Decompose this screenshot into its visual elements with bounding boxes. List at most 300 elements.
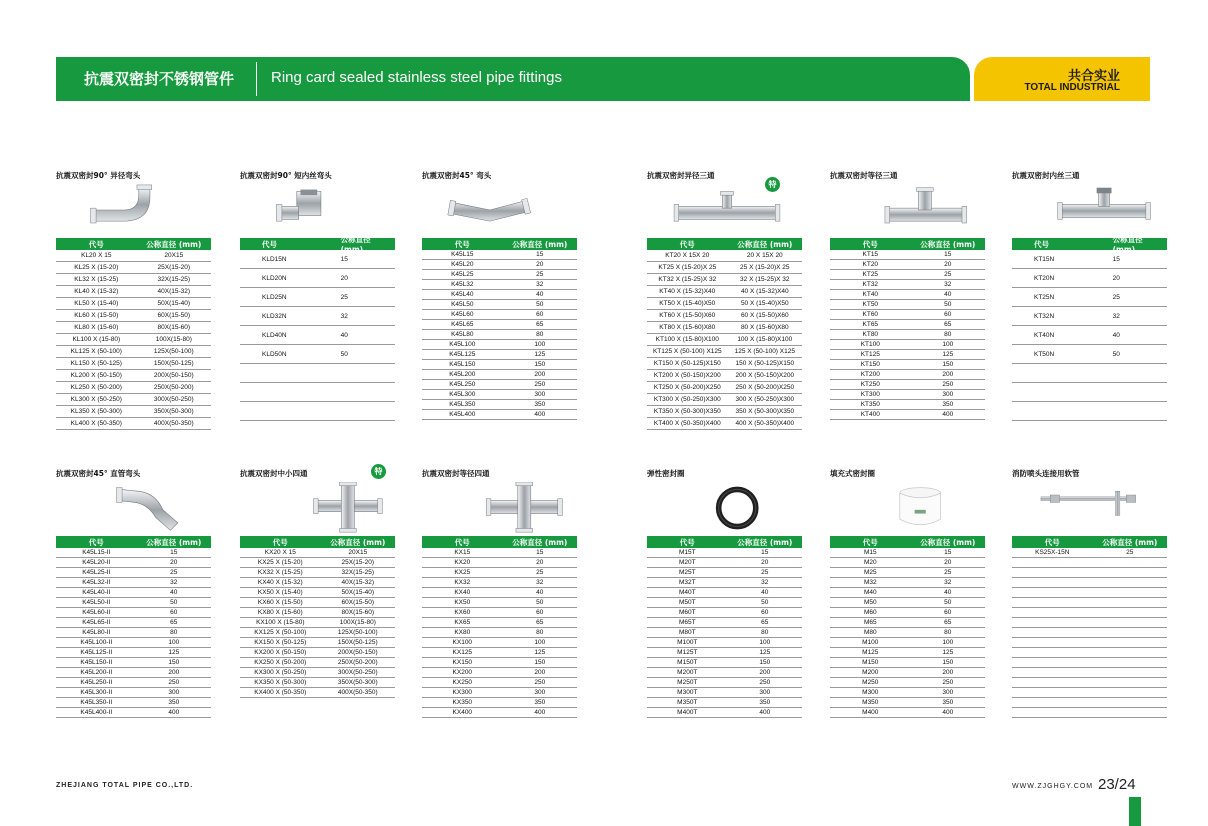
cell-code: K45L20-II [82, 559, 111, 566]
cell-code: M65T [678, 619, 696, 626]
product-title: 抗震双密封90° 异径弯头 [56, 171, 141, 180]
cell-diameter: 125 [759, 649, 771, 656]
table-row [1012, 618, 1167, 628]
cell-code: KL40 X (15-32) [74, 288, 119, 295]
cell-code: KL300 X (50-250) [70, 396, 122, 403]
table-row [647, 322, 802, 334]
table-row [422, 280, 577, 290]
product-title: 抗震双密封45° 弯头 [422, 171, 492, 180]
cell-code: K45L15-II [82, 549, 111, 556]
cell-code: K45L32-II [82, 579, 111, 586]
table-row [647, 568, 802, 578]
cell-code: KX65 [454, 619, 471, 626]
cell-diameter: 400X(50-350) [337, 689, 378, 696]
cell-diameter: 40 [536, 589, 544, 596]
cell-diameter: 20 [170, 559, 178, 566]
cell-diameter: 50 [340, 350, 348, 358]
table-row [830, 280, 985, 290]
table-row [830, 608, 985, 618]
table-header [830, 536, 985, 548]
cell-diameter: 400 [942, 709, 954, 716]
table-row [830, 698, 985, 708]
cell-diameter: 400 [168, 709, 180, 716]
cell-diameter: 32 [944, 281, 952, 288]
cell-code: K45L300 [449, 391, 476, 398]
table-row [647, 668, 802, 678]
cell-code: KLD50N [262, 350, 287, 358]
cell-code: K45L50 [451, 301, 474, 308]
table-row [647, 628, 802, 638]
cell-diameter: 20 [1112, 274, 1120, 282]
cell-diameter: 15 [944, 549, 952, 556]
cell-diameter: 400 [942, 411, 954, 418]
cell-diameter: 15 [761, 549, 769, 556]
product-title: 抗震双密封异径三通 [647, 171, 715, 180]
table-row [647, 698, 802, 708]
cell-code: KX150 X (50-125) [254, 639, 307, 646]
cell-diameter: 25 [944, 569, 952, 576]
table-row [422, 668, 577, 678]
cell-diameter: 50 X (15-40)X50 [740, 300, 789, 307]
cell-diameter: 60 [761, 609, 769, 616]
table-row [422, 548, 577, 558]
table-row [56, 648, 211, 658]
cell-code: KX400 [452, 709, 473, 716]
table-row [422, 370, 577, 380]
cell-diameter: 100 [168, 639, 180, 646]
cell-diameter: 15 [944, 251, 952, 258]
cell-diameter: 250 [534, 679, 546, 686]
table-row [647, 678, 802, 688]
table-row [830, 310, 985, 320]
table-row [56, 608, 211, 618]
cell-code: KX100 X (15-80) [256, 619, 305, 626]
cell-code: M15T [678, 549, 696, 556]
cell-code: KT15 [862, 251, 879, 258]
header-nominal-diameter: 公称直径 (mm) [512, 239, 568, 249]
header-code: 代号 [262, 239, 277, 249]
table-row [1012, 345, 1167, 364]
female-thread-tee-icon [1022, 184, 1162, 236]
table-row [647, 334, 802, 346]
spec-table [1012, 536, 1167, 718]
cell-code: KLD25N [262, 293, 287, 301]
table-row [422, 578, 577, 588]
table-row [56, 618, 211, 628]
cell-code: KL150 X (50-125) [70, 360, 122, 367]
table-row [830, 598, 985, 608]
cell-code: M100T [677, 639, 698, 646]
cell-code: K45L60 [451, 311, 474, 318]
table-row [56, 558, 211, 568]
table-row [240, 326, 395, 345]
header-code: 代号 [454, 239, 470, 249]
cell-code: KX60 X (15-50) [257, 599, 303, 606]
cell-diameter: 32X(15-25) [341, 569, 375, 576]
cell-diameter: 65 [170, 619, 178, 626]
page-marker-bar [1129, 797, 1141, 826]
cell-diameter: 100 [942, 639, 954, 646]
cell-code: KT60 [862, 311, 879, 318]
filled-seal-ring-icon [840, 482, 980, 534]
cell-diameter: 250 [942, 679, 954, 686]
cell-code: M15 [863, 549, 877, 556]
product-title: 抗震双密封内丝三通 [1012, 171, 1080, 180]
table-row [1012, 588, 1167, 598]
table-row [830, 290, 985, 300]
cell-code: KL125 X (50-100) [70, 348, 122, 355]
cell-diameter: 80 [944, 331, 952, 338]
elbow-45-icon [432, 184, 572, 236]
table-row [1012, 578, 1167, 588]
table-row [56, 708, 211, 718]
table-row [56, 548, 211, 558]
table-row [422, 260, 577, 270]
table-row [240, 548, 395, 558]
cell-code: K45L400-II [80, 709, 113, 716]
cell-diameter: 15 [536, 549, 544, 556]
cell-diameter: 400 [759, 709, 771, 716]
spec-table [1012, 235, 1167, 421]
header-nominal-diameter: 公称直径 (mm) [1112, 235, 1143, 254]
footer-company: ZHEJIANG TOTAL PIPE CO.,LTD. [56, 782, 194, 789]
cell-diameter: 125 [942, 649, 954, 656]
pipe-bend-45-icon [66, 482, 206, 534]
table-row [1012, 678, 1167, 688]
cell-code: K45L40-II [82, 589, 111, 596]
cell-code: K45L125 [449, 351, 476, 358]
cell-diameter: 32 [170, 579, 178, 586]
cell-diameter: 100 [759, 639, 771, 646]
rubber-seal-ring-icon [657, 482, 797, 534]
cell-code: KX32 [454, 579, 471, 586]
cell-diameter: 25 [536, 569, 544, 576]
product-title: 抗震双密封等径四通 [422, 469, 490, 478]
table-row [647, 708, 802, 718]
table-row [1012, 648, 1167, 658]
cell-code: KX40 [454, 589, 471, 596]
cell-diameter: 350 [759, 699, 771, 706]
cell-diameter: 25 [536, 271, 544, 278]
cell-diameter: 350 [168, 699, 180, 706]
cell-diameter: 15 [340, 255, 348, 263]
cell-diameter: 32 [536, 281, 544, 288]
cell-code: KX200 [452, 669, 473, 676]
cell-code: KX50 [454, 599, 471, 606]
cell-diameter: 32X(15-25) [157, 276, 191, 283]
cell-diameter: 20 [944, 559, 952, 566]
cell-diameter: 200 [168, 669, 180, 676]
cell-diameter: 15 [170, 549, 178, 556]
cell-diameter: 250 [759, 679, 771, 686]
cell-diameter: 150 [942, 361, 954, 368]
spec-table [56, 536, 211, 718]
table-row [830, 618, 985, 628]
cell-code: KT250 X (50-200)X250 [653, 384, 721, 391]
table-row [422, 608, 577, 618]
table-row [240, 688, 395, 698]
table-row [56, 418, 211, 430]
table-row [422, 648, 577, 658]
cell-code: K45L150-II [80, 659, 113, 666]
cell-diameter: 125X(50-100) [337, 629, 378, 636]
cell-code: KL50 X (15-40) [74, 300, 119, 307]
cell-code: K45L300-II [80, 689, 113, 696]
cell-diameter: 150 [168, 659, 180, 666]
table-row [56, 688, 211, 698]
table-row [56, 298, 211, 310]
cell-diameter: 40 [1112, 331, 1120, 339]
cell-diameter: 40 [170, 589, 178, 596]
table-row [830, 300, 985, 310]
cell-code: M250T [677, 679, 698, 686]
table-row [647, 588, 802, 598]
cell-code: M25T [678, 569, 696, 576]
table-row [240, 628, 395, 638]
table-row [647, 262, 802, 274]
cell-diameter: 300 [942, 689, 954, 696]
cell-code: KT40 [862, 291, 879, 298]
cell-code: KX15 [454, 549, 471, 556]
cell-code: KT25 X (15-20)X 25 [658, 264, 717, 271]
cell-diameter: 300 [534, 391, 546, 398]
cell-code: KX80 X (15-60) [257, 609, 303, 616]
table-row [647, 648, 802, 658]
table-row [422, 598, 577, 608]
header-nominal-diameter: 公称直径 (mm) [920, 239, 976, 249]
cell-diameter: 65 [761, 619, 769, 626]
table-row [830, 320, 985, 330]
table-row [830, 400, 985, 410]
table-row [830, 370, 985, 380]
cell-code: K45L400 [449, 411, 476, 418]
header-nominal-diameter: 公称直径 (mm) [146, 239, 202, 249]
table-row [647, 638, 802, 648]
cell-code: M200T [677, 669, 698, 676]
cell-diameter: 15 [1112, 255, 1120, 263]
cell-code: KL250 X (50-200) [70, 384, 122, 391]
cell-diameter: 400 [534, 709, 546, 716]
cell-diameter: 200X(50-150) [337, 649, 378, 656]
cell-code: KT25N [1034, 293, 1055, 301]
cell-code: K45L20 [451, 261, 474, 268]
table-row [240, 288, 395, 307]
table-row [1012, 326, 1167, 345]
table-row [56, 286, 211, 298]
table-row [1012, 548, 1167, 558]
table-row [1012, 558, 1167, 568]
product-title: 消防喷头连接用软管 [1012, 469, 1080, 478]
cell-code: KL80 X (15-60) [74, 324, 119, 331]
table-row [56, 334, 211, 346]
cell-diameter: 100X(15-80) [155, 336, 192, 343]
table-row [830, 628, 985, 638]
cell-code: M125 [862, 649, 879, 656]
cell-code: KT32 X (15-25)X 32 [658, 276, 717, 283]
table-row [647, 608, 802, 618]
cell-code: KLD20N [262, 274, 287, 282]
cell-code: KX40 X (15-32) [257, 579, 303, 586]
table-row [56, 310, 211, 322]
cell-diameter: 20 [761, 559, 769, 566]
cell-diameter: 25X(15-20) [157, 264, 191, 271]
table-row [1012, 698, 1167, 708]
header-code: 代号 [88, 537, 104, 547]
cell-diameter: 60 X (15-50)X60 [740, 312, 789, 319]
cell-diameter: 200X(50-150) [153, 372, 194, 379]
cell-diameter: 25 X (15-20)X 25 [740, 264, 790, 271]
cell-code: K45L32 [451, 281, 474, 288]
cell-diameter: 15 [536, 251, 544, 258]
cell-diameter: 400X(50-350) [153, 420, 194, 427]
table-row [56, 274, 211, 286]
cell-diameter: 350 X (50-300)X350 [735, 408, 795, 415]
table-header [647, 536, 802, 548]
cell-code: KX300 [452, 689, 473, 696]
cell-code: KL25 X (15-20) [74, 264, 119, 271]
cell-code: M50 [863, 599, 877, 606]
female-thread-elbow-icon [250, 184, 390, 236]
table-row [422, 330, 577, 340]
cell-diameter: 32 [761, 579, 769, 586]
table-header [56, 238, 211, 250]
table-row [1012, 307, 1167, 326]
cell-diameter: 60X(15-50) [157, 312, 191, 319]
cell-diameter: 150 [534, 361, 546, 368]
table-row [422, 350, 577, 360]
table-row [422, 678, 577, 688]
table-row [830, 678, 985, 688]
table-row [422, 320, 577, 330]
cell-diameter: 20 [536, 261, 544, 268]
table-row [647, 618, 802, 628]
cell-code: KT50 X (15-40)X50 [659, 300, 716, 307]
cell-code: M32T [678, 579, 696, 586]
cell-code: K45L15 [451, 251, 474, 258]
table-header [1012, 235, 1167, 254]
cell-code: KLD15N [262, 255, 287, 263]
table-row [240, 345, 395, 364]
spec-table [422, 536, 577, 718]
table-row [56, 628, 211, 638]
cell-code: KT15N [1034, 255, 1055, 263]
cell-code: M20 [863, 559, 877, 566]
cell-diameter: 60 [536, 311, 544, 318]
cell-diameter: 350X(50-300) [337, 679, 378, 686]
cell-code: KX20 [454, 559, 471, 566]
cell-diameter: 125 [534, 649, 546, 656]
header-code: 代号 [272, 537, 288, 547]
special-badge: 特 [371, 464, 386, 479]
table-row [647, 382, 802, 394]
cell-diameter: 20 [536, 559, 544, 566]
cell-diameter: 25 [340, 293, 348, 301]
cell-diameter: 150X(50-125) [337, 639, 378, 646]
table-row [647, 274, 802, 286]
table-row [830, 688, 985, 698]
cell-code: KX125 X (50-100) [254, 629, 307, 636]
cell-code: KT80 [862, 331, 879, 338]
cell-code: K45L350-II [80, 699, 113, 706]
cell-diameter: 60 [944, 311, 952, 318]
cell-code: KT350 X (50-300)X350 [653, 408, 721, 415]
table-row [830, 260, 985, 270]
product-title: 弹性密封圈 [647, 469, 685, 478]
cell-code: M80 [863, 629, 877, 636]
cell-code: K45L125-II [80, 649, 113, 656]
table-row [1012, 628, 1167, 638]
cell-code: M65 [863, 619, 877, 626]
table-row [647, 286, 802, 298]
spec-table [240, 536, 395, 698]
cell-code: KT25 [862, 271, 879, 278]
cell-code: KT150 [860, 361, 880, 368]
cell-diameter: 300X(50-250) [153, 396, 194, 403]
brand-name-cn: 共合实业 [1067, 69, 1120, 84]
cell-code: KT200 [860, 371, 880, 378]
table-row [647, 310, 802, 322]
table-row [422, 300, 577, 310]
table-row [1012, 383, 1167, 402]
cell-code: M300 [862, 689, 879, 696]
cell-code: KT400 X (50-350)X400 [653, 420, 721, 427]
table-row [422, 290, 577, 300]
cell-diameter: 50 [536, 599, 544, 606]
cell-code: KX25 [454, 569, 471, 576]
table-row [56, 638, 211, 648]
table-row [422, 638, 577, 648]
table-row [56, 322, 211, 334]
cell-diameter: 250 [168, 679, 180, 686]
cell-diameter: 20X15 [164, 252, 184, 259]
cell-diameter: 20 [340, 274, 348, 282]
cell-diameter: 25 [170, 569, 178, 576]
table-row [56, 382, 211, 394]
cell-diameter: 50 [944, 301, 952, 308]
table-row [830, 410, 985, 420]
cell-code: KL100 X (15-80) [72, 336, 121, 343]
table-row [1012, 568, 1167, 578]
table-row [56, 346, 211, 358]
table-row [1012, 668, 1167, 678]
cell-diameter: 65 [536, 321, 544, 328]
cell-code: KT40N [1034, 331, 1055, 339]
cell-diameter: 350 [942, 699, 954, 706]
cell-code: M150 [862, 659, 879, 666]
table-row [830, 360, 985, 370]
table-row [422, 390, 577, 400]
table-row [422, 588, 577, 598]
header-code: 代号 [454, 537, 470, 547]
cell-diameter: 25 [1126, 549, 1134, 556]
table-row [422, 270, 577, 280]
table-row [240, 638, 395, 648]
cell-code: K45L200 [449, 371, 476, 378]
cell-diameter: 40X(15-32) [157, 288, 191, 295]
table-row [830, 390, 985, 400]
cell-code: KT32N [1034, 312, 1055, 320]
table-row [1012, 688, 1167, 698]
header-code: 代号 [1044, 537, 1060, 547]
equal-cross-icon [432, 482, 572, 534]
cell-diameter: 50 [761, 599, 769, 606]
cell-diameter: 200 [534, 371, 546, 378]
cell-code: KL400 X (50-350) [70, 420, 122, 427]
cell-code: K45L80 [451, 331, 474, 338]
cell-code: M300T [677, 689, 698, 696]
cell-code: KX50 X (15-40) [257, 589, 303, 596]
table-row [56, 578, 211, 588]
